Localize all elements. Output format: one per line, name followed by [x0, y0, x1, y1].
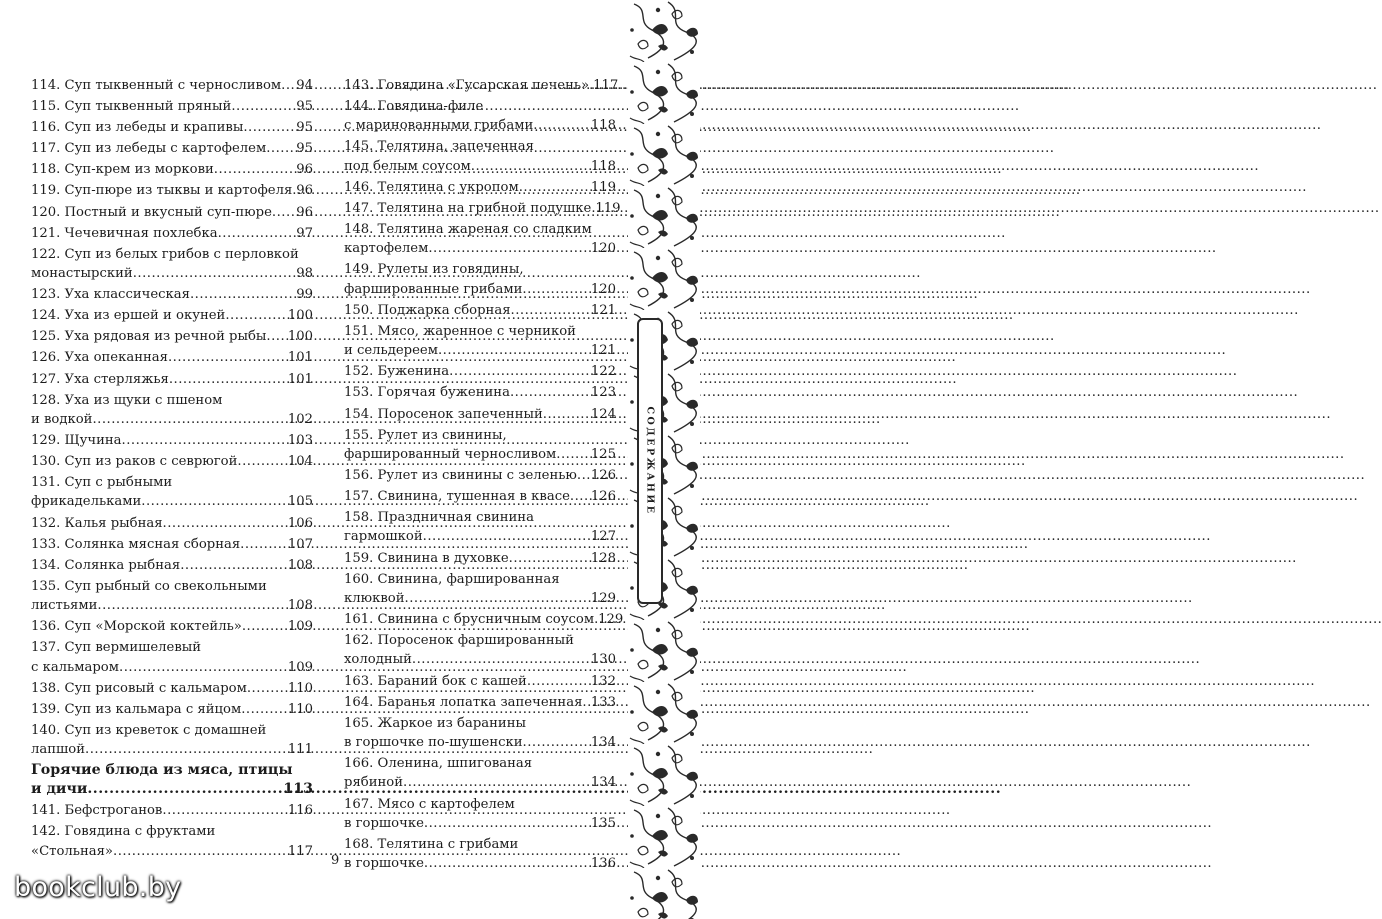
toc-page-number: 126	[590, 468, 616, 483]
toc-entry-title: в горшочке	[344, 815, 424, 831]
toc-leader-dots	[214, 160, 296, 179]
toc-leader-dots	[122, 431, 288, 450]
toc-entry	[344, 487, 616, 506]
toc-entry-title: 134. Солянка рыбная	[31, 557, 181, 573]
toc-entry-title: фаршированный черносливом	[344, 446, 557, 462]
toc-entry-title: и дичи	[31, 781, 88, 798]
toc-entry-title: 157. Свинина, тушенная в квасе	[344, 489, 570, 505]
toc-page-number: 108	[287, 598, 313, 614]
toc-entry-title: фаршированные грибами	[344, 281, 523, 297]
toc-leader-dots	[113, 842, 288, 861]
toc-leader-dots	[556, 445, 591, 464]
toc-page-number: 132	[590, 673, 616, 689]
toc-leader-dots	[527, 672, 591, 691]
toc-page-number: 96	[296, 204, 313, 220]
side-tab-label: СОДЕРЖАНИЕ	[644, 406, 656, 516]
toc-page-number: 116	[287, 803, 313, 819]
toc-entry	[31, 348, 313, 367]
toc-leader-dots	[577, 466, 591, 485]
toc-entry	[31, 514, 313, 533]
toc-leader-dots	[266, 327, 287, 346]
toc-leader-dots	[133, 264, 297, 283]
toc-page-number: 98	[296, 266, 313, 282]
toc-leader-dots	[119, 658, 288, 677]
toc-entry	[31, 535, 313, 554]
toc-entry-title-line: 148. Телятина жареная со сладким	[344, 222, 592, 238]
toc-page-number: 129	[598, 612, 624, 628]
toc-entry-title: 141. Бефстроганов	[31, 803, 163, 819]
toc-entry	[31, 679, 313, 698]
toc-entry-title-line: 166. Оленина, шпигованая	[344, 756, 533, 772]
toc-page-number: 95	[296, 99, 313, 115]
toc-page-number: 97	[296, 225, 313, 241]
toc-entry	[344, 76, 619, 95]
toc-entry-title-line: Горячие блюда из мяса, птицы	[31, 762, 293, 779]
toc-page-number: 125	[590, 446, 616, 462]
toc-leader-dots	[511, 301, 591, 320]
toc-entry-title: в горшочке	[344, 856, 424, 872]
toc-entry-title-line: 162. Поросенок фаршированный	[344, 633, 574, 649]
toc-leader-dots	[403, 773, 591, 792]
toc-entry-title-line: 158. Праздничная свинина	[344, 510, 534, 526]
toc-entry-title: рябиной	[344, 775, 404, 791]
toc-page-number: 103	[287, 433, 313, 448]
toc-entry	[31, 556, 313, 575]
toc-entry-title-line: 128. Уха из щуки с пшеном	[31, 392, 223, 408]
toc-section-heading	[31, 761, 313, 799]
toc-leader-dots	[438, 341, 591, 360]
toc-entry	[344, 199, 621, 218]
toc-page-number: 95	[296, 120, 313, 136]
toc-page-number: 134	[590, 735, 616, 751]
toc-entry	[31, 97, 313, 116]
toc-entry-title: холодный	[344, 652, 412, 668]
toc-page-number: 129	[590, 590, 616, 606]
toc-page-number: 105	[287, 494, 313, 510]
toc-entry-title: 161. Свинина с брусничным соусом	[344, 612, 595, 628]
toc-entry	[31, 203, 313, 222]
toc-entry-title: 124. Уха из ершей и окуней	[31, 308, 226, 324]
toc-entry-title: 121. Чечевичная похлебка	[31, 225, 218, 241]
toc-entry-title: 152. Буженина	[344, 364, 450, 380]
toc-leader-dots	[272, 203, 296, 222]
toc-entry-title: картофелем	[344, 241, 429, 257]
toc-page-number: 109	[287, 619, 313, 635]
toc-page-number: 124	[590, 406, 616, 422]
toc-leader-dots	[190, 285, 296, 304]
toc-entry-title: 147. Телятина на грибной подушке	[344, 200, 592, 216]
toc-entry	[344, 426, 616, 465]
toc-entry-title-line: 135. Суп рыбный со свекольными	[31, 578, 267, 594]
toc-leader-dots	[241, 700, 288, 719]
toc-entry-title: с маринованными грибами	[344, 118, 534, 134]
toc-entry-title: 126. Уха опеканная	[31, 350, 168, 366]
toc-entry-title: под белым соусом	[344, 158, 471, 174]
toc-leader-dots	[237, 452, 287, 471]
toc-entry-title-line: 165. Жаркое из баранины	[344, 715, 526, 731]
toc-entry-title: 138. Суп рисовый с кальмаром	[31, 680, 247, 696]
toc-entry	[344, 383, 616, 402]
toc-page-number: 106	[287, 515, 313, 531]
toc-leader-dots	[412, 650, 591, 669]
toc-entry	[31, 285, 313, 304]
toc-page-number: 119	[595, 200, 621, 216]
toc-page-number: 102	[287, 411, 313, 427]
toc-entry-title-line: 151. Мясо, жаренное с черникой	[344, 323, 576, 339]
toc-page-number: 136	[590, 856, 616, 872]
toc-entry	[344, 754, 616, 793]
toc-leader-dots	[471, 157, 591, 176]
toc-entry-title: 115. Суп тыквенный пряный	[31, 99, 232, 115]
toc-entry	[31, 431, 313, 450]
toc-leader-dots	[162, 801, 287, 820]
toc-entry-title-line: 122. Суп из белых грибов с перловкой	[31, 246, 299, 262]
toc-entry-title: листьями	[31, 598, 98, 614]
toc-leader-dots	[570, 487, 591, 506]
toc-entry	[344, 672, 616, 691]
toc-page-number: 133	[590, 694, 616, 710]
toc-page-number: 122	[590, 364, 616, 380]
toc-entry-title: 153. Горячая буженина	[344, 385, 510, 401]
toc-entry-title-line: 145. Телятина, запеченная	[344, 139, 534, 155]
toc-page-number: 120	[590, 281, 616, 297]
toc-leader-dots	[168, 348, 288, 367]
toc-entry-title: «Стольная»	[31, 843, 113, 859]
toc-page-number: 135	[590, 815, 616, 831]
toc-entry-title: 118. Суп-крем из моркови	[31, 162, 214, 178]
toc-page-number: 94	[296, 78, 313, 93]
toc-entry	[344, 610, 624, 629]
toc-entry-title: 164. Баранья лопатка запеченная	[344, 694, 583, 710]
toc-entry	[31, 306, 313, 325]
toc-leader-dots	[522, 280, 590, 299]
toc-entry-title: 129. Щучина	[31, 433, 122, 448]
toc-leader-dots	[180, 556, 288, 575]
toc-entry-title: 119. Суп-пюре из тыквы и картофеля	[31, 183, 293, 199]
toc-entry-title: клюквой	[344, 590, 405, 606]
toc-entry	[344, 137, 616, 176]
toc-page-number: 110	[287, 701, 313, 717]
toc-page-number: 109	[287, 659, 313, 675]
toc-entry	[31, 160, 313, 179]
toc-page-number: 123	[590, 385, 616, 401]
toc-entry-title-line: 144. Говядина-филе	[344, 99, 484, 115]
toc-entry	[344, 714, 616, 753]
toc-entry-title: 139. Суп из кальмара с яйцом	[31, 701, 242, 717]
toc-entry-title: 120. Постный и вкусный суп-пюре	[31, 204, 272, 220]
toc-page-number: 118	[590, 158, 616, 174]
toc-page-number: 100	[287, 308, 313, 324]
toc-leader-dots	[533, 116, 591, 135]
toc-entry	[31, 245, 313, 284]
toc-entry-title: 163. Бараний бок с кашей	[344, 673, 527, 689]
toc-page-number: 121	[590, 302, 616, 318]
side-tab	[637, 318, 663, 604]
toc-page-number: 134	[590, 775, 616, 791]
toc-leader-dots	[423, 527, 591, 546]
toc-leader-dots	[509, 549, 591, 568]
toc-entry	[31, 327, 313, 346]
toc-entry-title: 116. Суп из лебеды и крапивы	[31, 120, 244, 136]
toc-page-number: 99	[296, 287, 313, 303]
toc-entry-title-line: 137. Суп вермишелевый	[31, 640, 202, 656]
toc-page-number: 104	[287, 454, 313, 470]
toc-entry	[31, 617, 313, 636]
toc-leader-dots	[510, 383, 591, 402]
toc-leader-dots	[582, 693, 590, 712]
toc-page-number: 108	[287, 557, 313, 573]
toc-leader-dots	[231, 97, 296, 116]
toc-entry	[31, 700, 313, 719]
toc-entry-title: 123. Уха классическая	[31, 287, 190, 303]
toc-entry-title: 133. Солянка мясная сборная	[31, 536, 241, 552]
toc-entry-title-line: 167. Мясо с картофелем	[344, 796, 515, 812]
toc-entry	[31, 370, 313, 389]
toc-leader-dots	[543, 405, 591, 424]
toc-entry-title: 117. Суп из лебеды с картофелем	[31, 141, 267, 157]
toc-entry-title-line: 155. Рулет из свинины,	[344, 427, 507, 443]
toc-page-number: 100	[287, 329, 313, 345]
toc-page-number: 96	[296, 183, 314, 199]
toc-entry	[31, 139, 313, 158]
toc-entry-title-line: 131. Суп с рыбными	[31, 475, 173, 491]
toc-leader-dots	[424, 814, 591, 833]
toc-entry	[31, 224, 313, 243]
page-number: 9	[331, 853, 340, 868]
toc-entry	[344, 220, 616, 259]
toc-leader-dots	[163, 514, 288, 533]
toc-leader-dots	[87, 780, 283, 799]
toc-entry-title: и водкой	[31, 411, 93, 427]
toc-entry-title: и сельдереем	[344, 343, 438, 359]
toc-entry-title: 150. Поджарка сборная	[344, 302, 511, 318]
toc-page-number: 121	[590, 343, 616, 359]
toc-entry	[344, 178, 616, 197]
toc-leader-dots	[243, 118, 296, 137]
toc-entry-title: монастырский	[31, 266, 133, 282]
toc-entry	[344, 301, 616, 320]
toc-page-number: 110	[287, 680, 313, 696]
toc-entry-title: 159. Свинина в духовке	[344, 550, 509, 566]
toc-entry	[344, 549, 616, 568]
toc-page-number: 119	[590, 179, 616, 195]
toc-entry	[344, 362, 616, 381]
toc-page-number: 118	[590, 118, 616, 134]
toc-entry	[344, 570, 616, 609]
toc-page-number: 127	[590, 529, 616, 545]
toc-leader-dots	[85, 740, 288, 759]
toc-page-number: 126	[590, 489, 616, 505]
toc-entry-title-line: 140. Суп из креветок с домашней	[31, 722, 267, 738]
toc-leader-dots	[242, 617, 288, 636]
toc-leader-dots	[92, 410, 287, 429]
toc-leader-dots	[428, 239, 590, 258]
toc-leader-dots	[169, 370, 288, 389]
toc-entry	[31, 181, 313, 200]
toc-page-number: 96	[296, 162, 313, 178]
toc-entry	[344, 260, 616, 299]
toc-page-number: 101	[287, 350, 313, 366]
toc-leader-dots	[247, 679, 288, 698]
toc-entry-title: 114. Суп тыквенный с черносливом	[31, 78, 282, 93]
toc-leader-dots	[266, 139, 296, 158]
toc-entry	[31, 822, 313, 861]
toc-page-number: 120	[590, 241, 616, 257]
toc-entry	[344, 508, 616, 547]
toc-entry-title: 146. Телятина с укропом	[344, 179, 519, 195]
toc-entry-title: 154. Поросенок запеченный	[344, 406, 543, 422]
toc-entry	[31, 452, 313, 471]
toc-entry-title: 136. Суп «Морской коктейль»	[31, 619, 242, 635]
toc-entry-title: 127. Уха стерляжья	[31, 371, 169, 387]
toc-page-number: 128	[590, 550, 616, 566]
toc-page-number: 95	[296, 141, 313, 157]
toc-entry	[344, 835, 616, 874]
toc-entry-title: 130. Суп из раков с севрюгой	[31, 454, 238, 470]
toc-entry-title: с кальмаром	[31, 659, 119, 675]
toc-page-number: 111	[287, 742, 313, 758]
toc-leader-dots	[218, 224, 297, 243]
toc-entry	[31, 118, 313, 137]
toc-leader-dots	[97, 596, 287, 615]
toc-entry	[344, 405, 616, 424]
toc-entry	[31, 391, 313, 430]
toc-entry	[344, 97, 616, 136]
toc-entry	[31, 721, 313, 760]
toc-page-number: 117	[593, 78, 619, 93]
toc-entry-title-line: 168. Телятина с грибами	[344, 836, 519, 852]
toc-right-column	[344, 76, 624, 874]
toc-leader-dots	[281, 76, 296, 95]
toc-entry	[31, 473, 313, 512]
toc-entry	[31, 76, 313, 95]
toc-entry-title-line: 160. Свинина, фаршированная	[344, 571, 560, 587]
toc-entry	[31, 577, 313, 616]
toc-entry-title: лапшой	[31, 742, 86, 758]
toc-page-number: 101	[287, 371, 313, 387]
toc-page-number: 130	[590, 652, 616, 668]
toc-leader-dots	[523, 733, 591, 752]
toc-entry	[31, 638, 313, 677]
toc-entry-title: 125. Уха рядовая из речной рыбы	[31, 329, 267, 345]
toc-page-number: 107	[287, 536, 313, 552]
toc-entry-title: фрикадельками	[31, 494, 142, 510]
toc-entry-title: в горшочке по-шушенски	[344, 735, 523, 751]
toc-entry-title: 156. Рулет из свинины с зеленью	[344, 468, 577, 483]
toc-entry	[344, 693, 616, 712]
toc-leader-dots	[141, 492, 288, 511]
toc-entry-title-line: 142. Говядина с фруктами	[31, 824, 216, 840]
toc-leader-dots	[240, 535, 288, 554]
watermark: bookclub.by	[14, 872, 182, 903]
toc-entry-title: 132. Калья рыбная	[31, 515, 163, 531]
toc-entry	[344, 631, 616, 670]
toc-entry	[31, 801, 313, 820]
toc-entry	[344, 795, 616, 834]
toc-entry	[344, 322, 616, 361]
toc-entry-title: гармошкой	[344, 529, 423, 545]
toc-leader-dots	[405, 589, 591, 608]
toc-page-number: 117	[287, 843, 313, 859]
toc-entry-title: 143. Говядина «Гусарская печень»	[344, 78, 590, 93]
toc-page-number: 113	[283, 781, 313, 798]
toc-leader-dots	[424, 854, 591, 873]
toc-entry-title-line: 149. Рулеты из говядины,	[344, 262, 524, 278]
toc-entry	[344, 466, 616, 485]
toc-leader-dots	[449, 362, 591, 381]
toc-leader-dots	[225, 306, 287, 325]
toc-leader-dots	[519, 178, 591, 197]
toc-left-column	[31, 76, 313, 861]
